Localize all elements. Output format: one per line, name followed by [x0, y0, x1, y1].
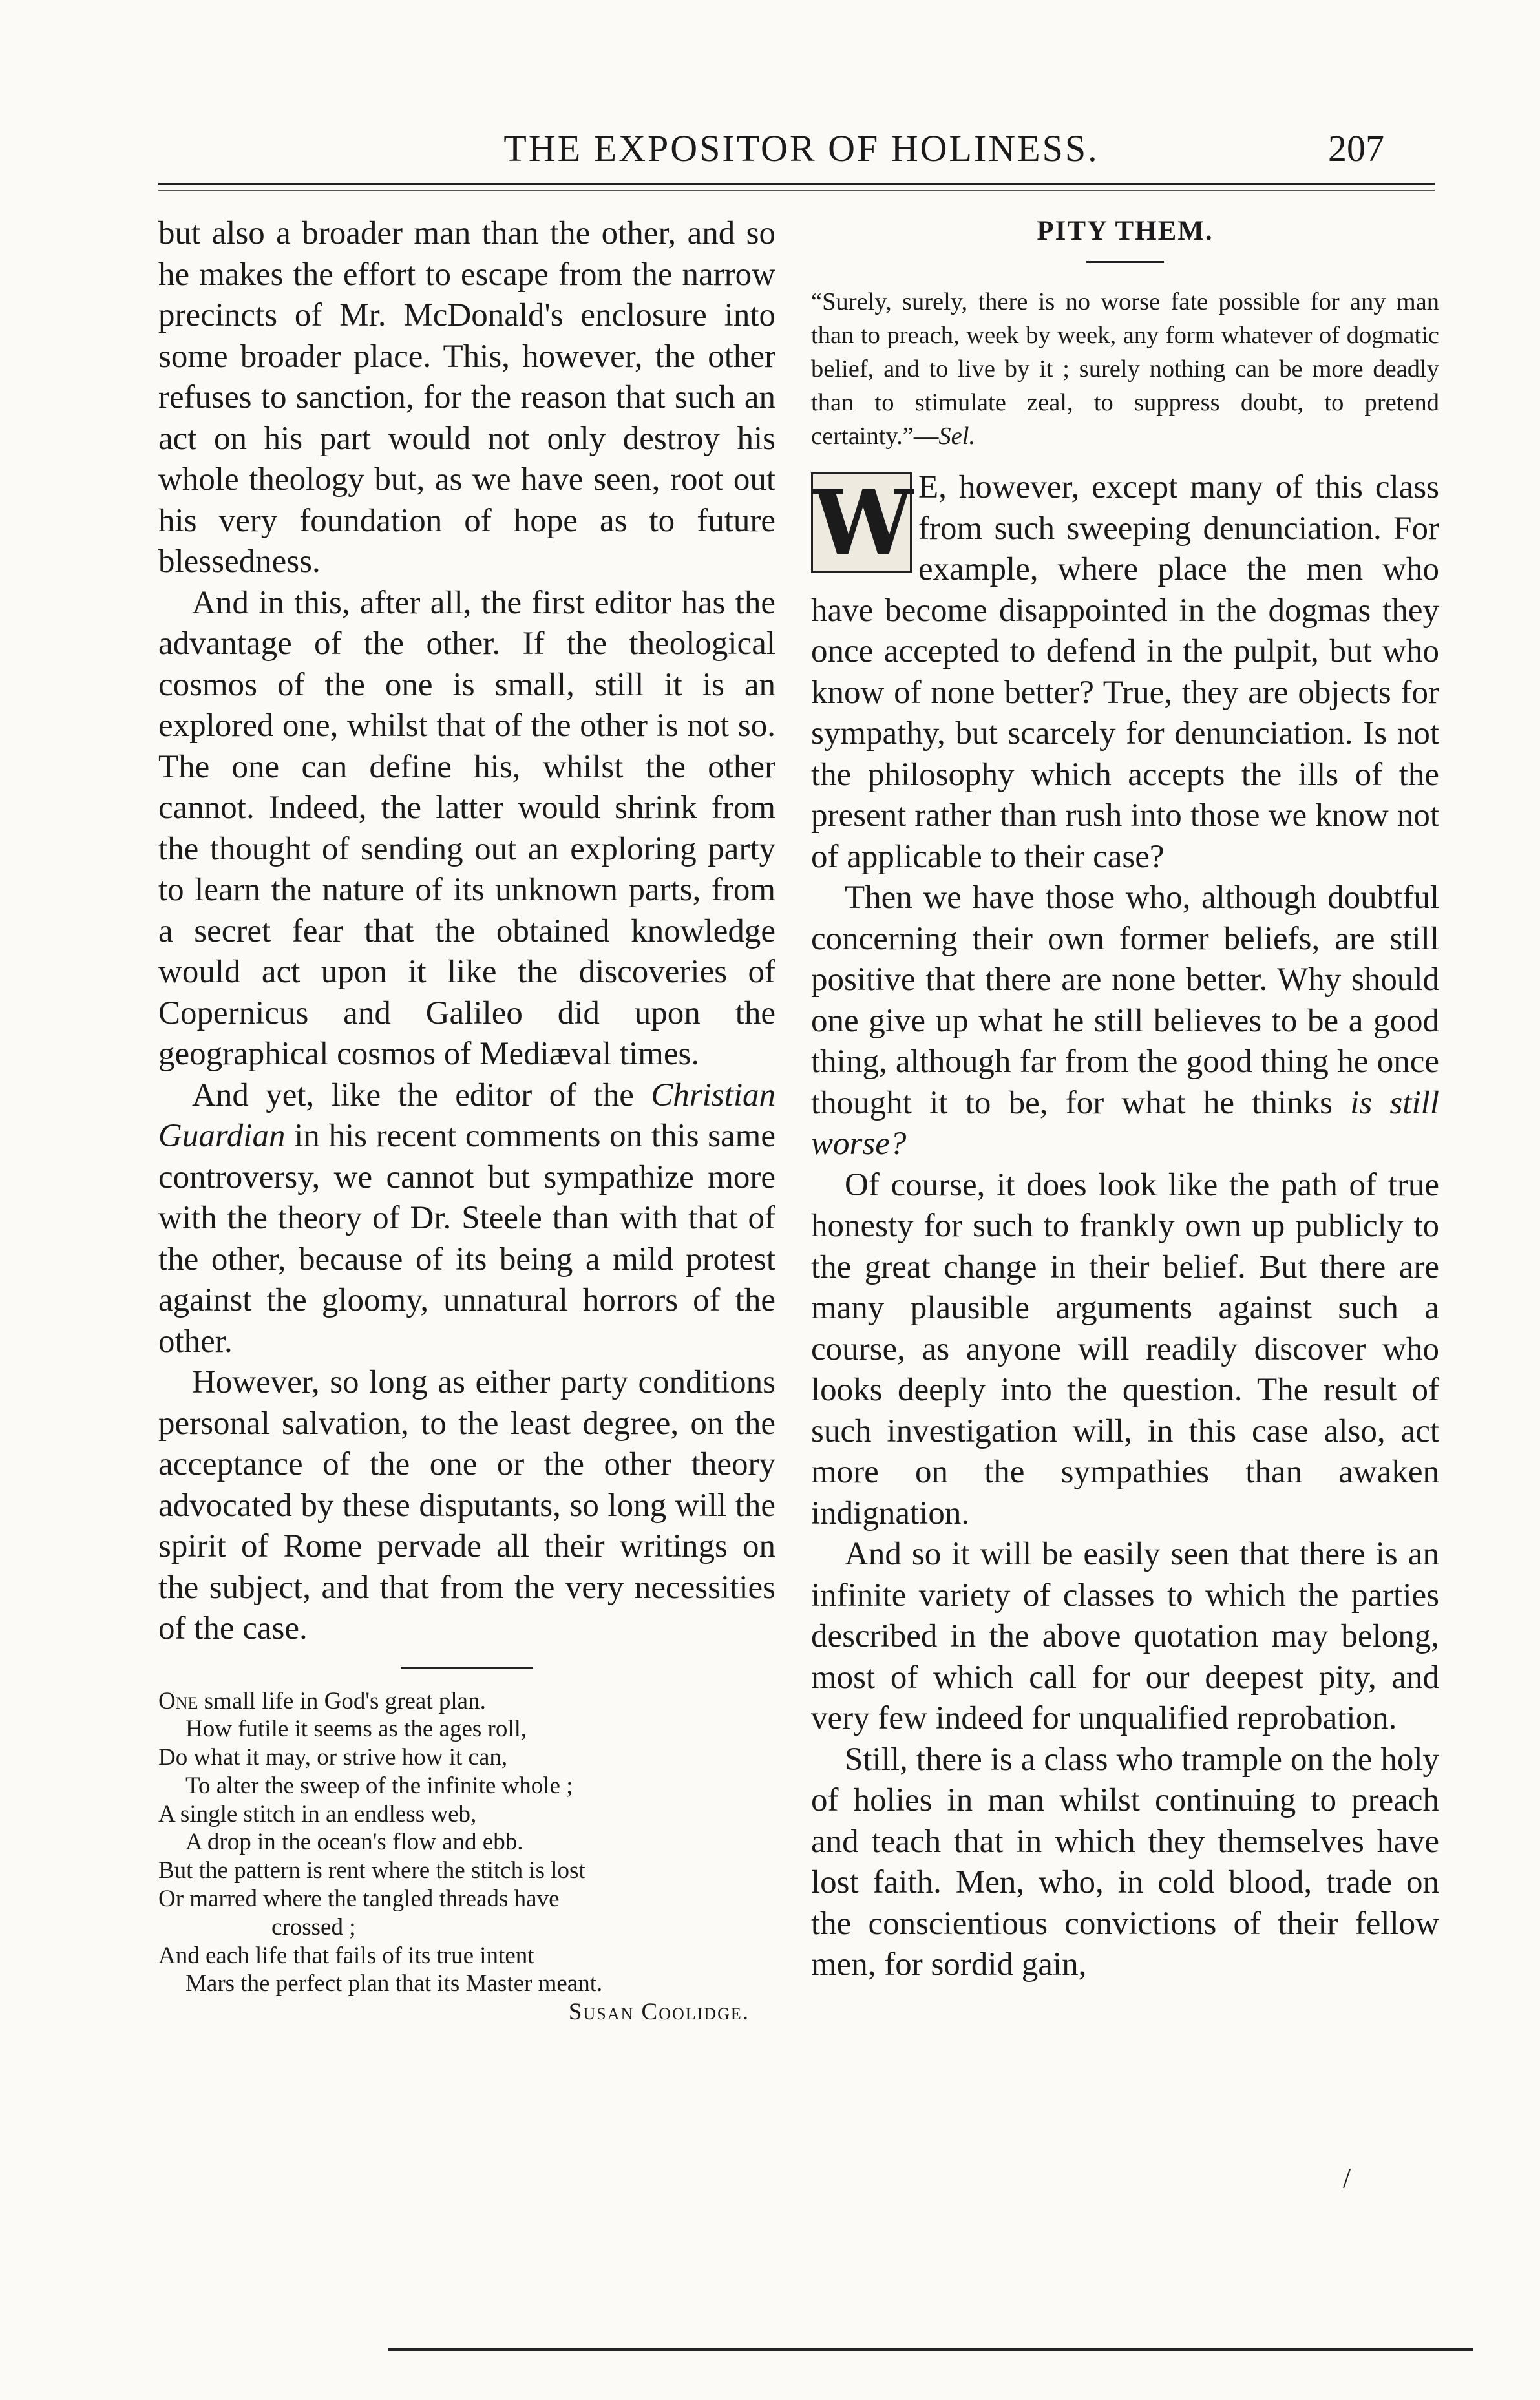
title-rule [1086, 261, 1164, 263]
paragraph [158, 1075, 775, 1363]
paragraph [811, 878, 1439, 1165]
poem-line: And each life that fails of its true intent [158, 1942, 534, 1969]
paragraph: E, however, except many of this class from such sweeping denunciation. For example, where place the men who have become disappointed in the dogmas they once accepted to defend in the pulpit, but who know of none better? True, they are objects for sympathy, but scarcely for denunciation. Is not the philosophy which accepts the ills of the present rather than rush into those we know not of applicable to their case? [811, 469, 1439, 875]
epigraph-text: “Surely, surely, there is no worse fate possible for any man than to preach, week by week, any form whatever of dogmatic belief, and to live by it ; surely nothing can be more deadly than to stimulate zeal, to suppress doubt, to pretend certainty.”— [811, 288, 1439, 450]
page-header [0, 123, 1540, 187]
paragraph-text: Then we have those who, although doubtful concerning their own former beliefs, are still positive that there are none better. Why should one give up what he still believes to be a good thing, although far from the good thing he once thought it to be, for what he thinks [811, 879, 1439, 1121]
header-rule [158, 183, 1435, 185]
poem-line: Or marred where the tangled threads have [158, 1886, 560, 1913]
page-number: 207 [1328, 127, 1384, 169]
poem [158, 1687, 775, 2027]
article-title: PITY THEM. [1037, 216, 1214, 246]
poem-line: Mars the perfect plan that its Master meant. [185, 1970, 603, 1997]
poem-line-text: small life in God's great plan. [198, 1687, 486, 1714]
section-divider [401, 1667, 533, 1669]
paragraph: Still, there is a class who trample on the holy of holies in man whilst continuing to preach and teach that in which they themselves have lost faith. Men, who, in cold blood, trade on the conscientious convictions of their fellow men, for sordid gain, [811, 1741, 1439, 1983]
epigraph [811, 285, 1439, 453]
paragraph: but also a broader man than the other, and so he makes the effort to escape from the narrow precincts of Mr. McDonald's enclosure into some broader place. This, however, the other refuses to sanction, for the reason that such an act on his part would not only destroy his whole theology but, as we have seen, root out his very foundation of hope as to future blessedness. [158, 215, 775, 580]
stray-mark: / [1343, 2162, 1351, 2194]
paragraph-text: in his recent comments on this same controversy, we cannot but sympathize more with the theory of Dr. Steele than with that of the other, because of its being a mild protest against the gloomy, unnatural horrors of the other. [158, 1118, 775, 1360]
poem-first-word: One [158, 1687, 198, 1714]
poem-line: crossed ; [271, 1913, 356, 1941]
header-rule-thin [158, 190, 1435, 191]
poem-line: How futile it seems as the ages roll, [185, 1716, 527, 1743]
right-column [811, 213, 1439, 1986]
footer-rule [388, 2348, 1473, 2351]
poem-line [158, 1687, 775, 1716]
running-title: THE EXPOSITOR OF HOLINESS. [503, 127, 1099, 169]
poem-line: Do what it may, or strive how it can, [158, 1744, 508, 1771]
left-column [158, 213, 775, 2026]
drop-cap: W [811, 472, 912, 573]
poem-line: To alter the sweep of the infinite whole ; [185, 1772, 573, 1799]
italic-phrase: is still worse? [811, 1084, 1439, 1162]
italic-title: Christian Guardian [158, 1077, 775, 1154]
poem-line: But the pattern is rent where the stitch is lost [158, 1857, 585, 1884]
epigraph-source: Sel. [938, 423, 976, 450]
paragraph: And so it will be easily seen that there is an infinite variety of classes to which the parties described in the above quotation may belong, most of which call for our deepest pity, and very few indeed for unqualified reprobation. [811, 1536, 1439, 1736]
paragraph: And in this, after all, the first editor has the advantage of the other. If the theological cosmos of the one is small, still it is an explored one, whilst that of the other is not so. The one can define his, whilst the other cannot. Indeed, the latter would shrink from the thought of sending out an exploring party to learn the nature of its unknown parts, from a secret fear that the obtained knowledge would act upon it like the discoveries of Copernicus and Galileo did upon the geographical cosmos of Mediæval times. [158, 584, 775, 1072]
paragraph: However, so long as either party conditions personal salvation, to the least degree, on the acceptance of the one or the other theory advocated by these disputants, so long will the spirit of Rome pervade all their writings on the subject, and that from the very necessities of the case. [158, 1364, 775, 1647]
paragraph: Of course, it does look like the path of true honesty for such to frankly own up publicly to the great change in their belief. But there are many plausible arguments against such a course, as anyone will readily discover who looks deeply into the question. The result of such investigation will, in this case also, act more on the sympathies than awaken indignation. [811, 1166, 1439, 1532]
opening-paragraph [811, 467, 1439, 878]
poem-line: A drop in the ocean's flow and ebb. [185, 1829, 523, 1856]
paragraph-text: And yet, like the editor of the [192, 1077, 651, 1113]
poem-line: A single stitch in an endless web, [158, 1800, 477, 1827]
poem-author: Susan Coolidge. [568, 1999, 750, 2026]
